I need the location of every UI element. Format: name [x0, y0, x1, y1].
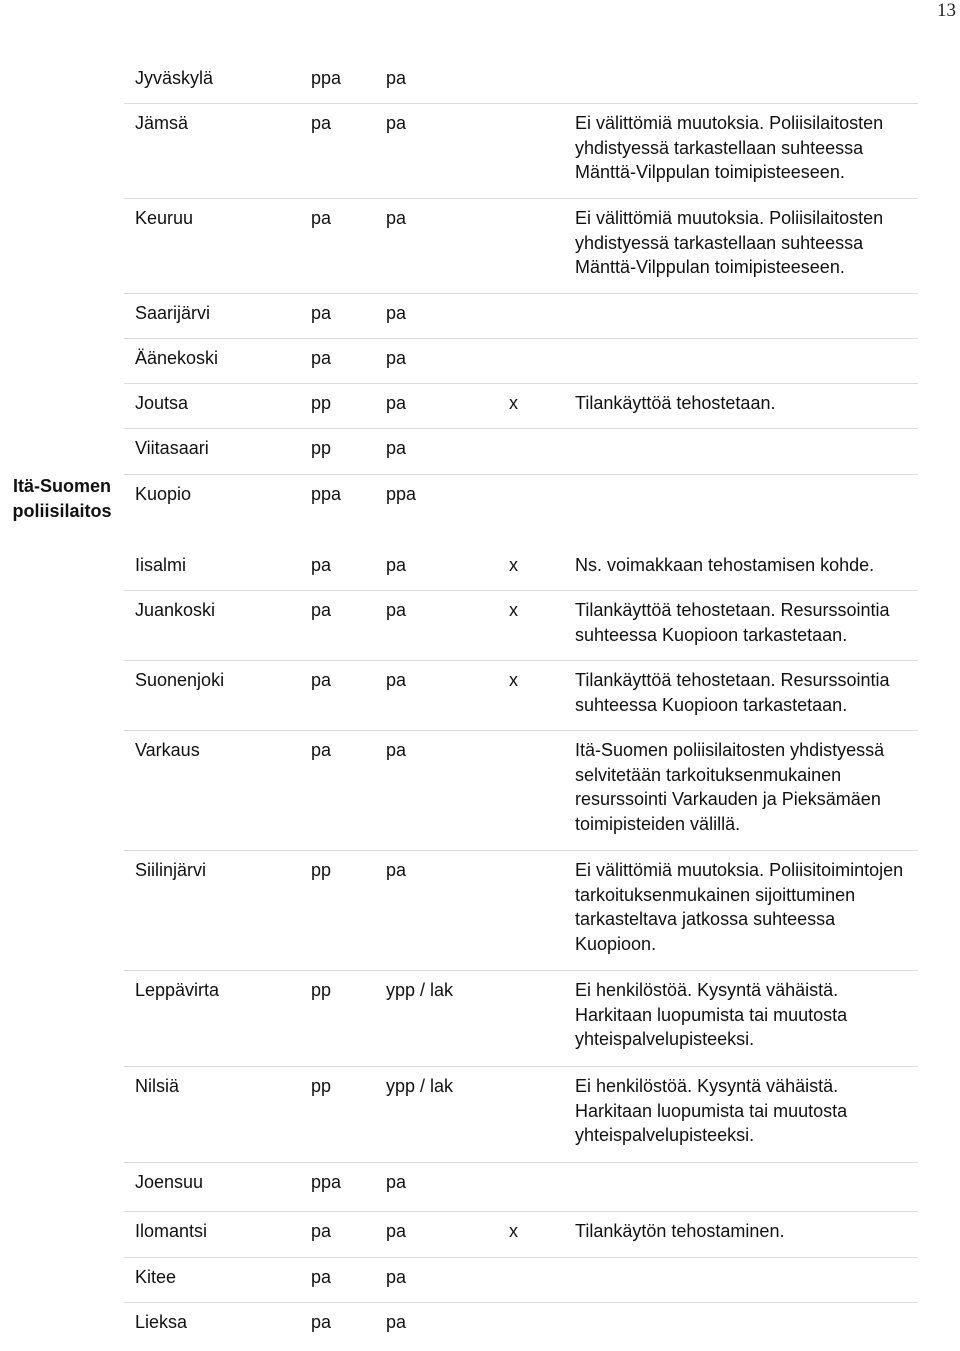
status-b: pa [386, 68, 407, 88]
status-b: pa [386, 1172, 407, 1192]
row-divider [124, 198, 918, 199]
status-a: pa [311, 555, 332, 575]
station-name: Jyväskylä [135, 68, 214, 88]
station-name: Viitasaari [135, 438, 209, 458]
status-b: pa [386, 438, 407, 458]
status-a: pp [311, 1076, 332, 1096]
status-a: ppa [311, 1172, 342, 1192]
status-b: ypp / lak [386, 980, 454, 1000]
mark-x: x [509, 1221, 518, 1241]
row-divider [124, 850, 918, 851]
row-divider [124, 1302, 918, 1303]
status-a: pa [311, 1312, 332, 1332]
status-a: pp [311, 860, 332, 880]
row-divider [124, 293, 918, 294]
row-divider [124, 590, 918, 591]
row-divider [124, 1257, 918, 1258]
status-a: pp [311, 393, 332, 413]
station-name: Jämsä [135, 113, 189, 133]
status-b: pa [386, 208, 407, 228]
row-divider [124, 428, 918, 429]
row-divider [124, 660, 918, 661]
station-name: Keuruu [135, 208, 194, 228]
note-text: Ei henkilöstöä. Kysyntä vähäistä. Harkitaan luopumista tai muutosta yhteispalvelupisteeksi. [575, 1076, 848, 1145]
note-text: Ei välittömiä muutoksia. Poliisilaitosten yhdistyessä tarkastellaan suhteessa Mänttä-Vilppulan toimipisteeseen. [575, 113, 884, 182]
mark-x: x [509, 600, 518, 620]
row-divider [124, 103, 918, 104]
note-text: Ns. voimakkaan tehostamisen kohde. [575, 555, 875, 575]
station-name: Leppävirta [135, 980, 220, 1000]
status-b: pa [386, 555, 407, 575]
status-b: pa [386, 393, 407, 413]
note-text: Tilankäyttöä tehostetaan. [575, 393, 776, 413]
station-name: Äänekoski [135, 348, 219, 368]
status-b: pa [386, 670, 407, 690]
station-name: Joutsa [135, 393, 189, 413]
status-a: pa [311, 740, 332, 760]
status-a: ppa [311, 484, 342, 504]
status-b: pa [386, 740, 407, 760]
note-text: Ei välittömiä muutoksia. Poliisitoimintojen tarkoituksenmukainen sijoittuminen tarkasteltava jatkossa suhteessa Kuopioon. [575, 860, 904, 954]
station-name: Iisalmi [135, 555, 187, 575]
station-name: Joensuu [135, 1172, 204, 1192]
status-b: pa [386, 600, 407, 620]
status-b: pa [386, 303, 407, 323]
row-divider [124, 1162, 918, 1163]
status-b: ypp / lak [386, 1076, 454, 1096]
station-name: Suonenjoki [135, 670, 225, 690]
status-a: pp [311, 438, 332, 458]
station-name: Varkaus [135, 740, 200, 760]
row-divider [124, 730, 918, 731]
station-name: Siilinjärvi [135, 860, 207, 880]
status-a: pa [311, 1221, 332, 1241]
note-text: Ei henkilöstöä. Kysyntä vähäistä. Harkitaan luopumista tai muutosta yhteispalvelupisteeksi. [575, 980, 848, 1049]
region-label: Itä-Suomen poliisilaitos [12, 476, 112, 521]
status-b: pa [386, 1267, 407, 1287]
status-a: pa [311, 113, 332, 133]
status-b: ppa [386, 484, 417, 504]
station-name: Lieksa [135, 1312, 188, 1332]
status-b: pa [386, 348, 407, 368]
station-name: Ilomantsi [135, 1221, 208, 1241]
row-divider [124, 1066, 918, 1067]
status-a: pa [311, 303, 332, 323]
status-b: pa [386, 1221, 407, 1241]
row-divider [124, 970, 918, 971]
status-b: pa [386, 860, 407, 880]
page-number: 13 [937, 0, 956, 21]
note-text: Tilankäytön tehostaminen. [575, 1221, 785, 1241]
note-text: Ei välittömiä muutoksia. Poliisilaitosten yhdistyessä tarkastellaan suhteessa Mänttä-Vilppulan toimipisteeseen. [575, 208, 884, 277]
mark-x: x [509, 555, 518, 575]
status-a: pa [311, 1267, 332, 1287]
row-divider [124, 338, 918, 339]
status-a: pa [311, 600, 332, 620]
row-divider [124, 474, 918, 475]
status-a: pa [311, 348, 332, 368]
status-a: ppa [311, 68, 342, 88]
station-name: Saarijärvi [135, 303, 211, 323]
status-b: pa [386, 113, 407, 133]
station-name: Nilsiä [135, 1076, 180, 1096]
station-name: Juankoski [135, 600, 216, 620]
mark-x: x [509, 393, 518, 413]
status-a: pa [311, 208, 332, 228]
station-name: Kitee [135, 1267, 177, 1287]
status-b: pa [386, 1312, 407, 1332]
row-divider [124, 1211, 918, 1212]
station-name: Kuopio [135, 484, 192, 504]
note-text: Tilankäyttöä tehostetaan. Resurssointia suhteessa Kuopioon tarkastetaan. [575, 600, 890, 645]
note-text: Tilankäyttöä tehostetaan. Resurssointia suhteessa Kuopioon tarkastetaan. [575, 670, 890, 715]
status-a: pa [311, 670, 332, 690]
status-a: pp [311, 980, 332, 1000]
note-text: Itä-Suomen poliisilaitosten yhdistyessä selvitetään tarkoituksenmukainen resurssointi Varkauden ja Pieksämäen toimipisteiden välillä. [575, 740, 885, 834]
mark-x: x [509, 670, 518, 690]
row-divider [124, 383, 918, 384]
